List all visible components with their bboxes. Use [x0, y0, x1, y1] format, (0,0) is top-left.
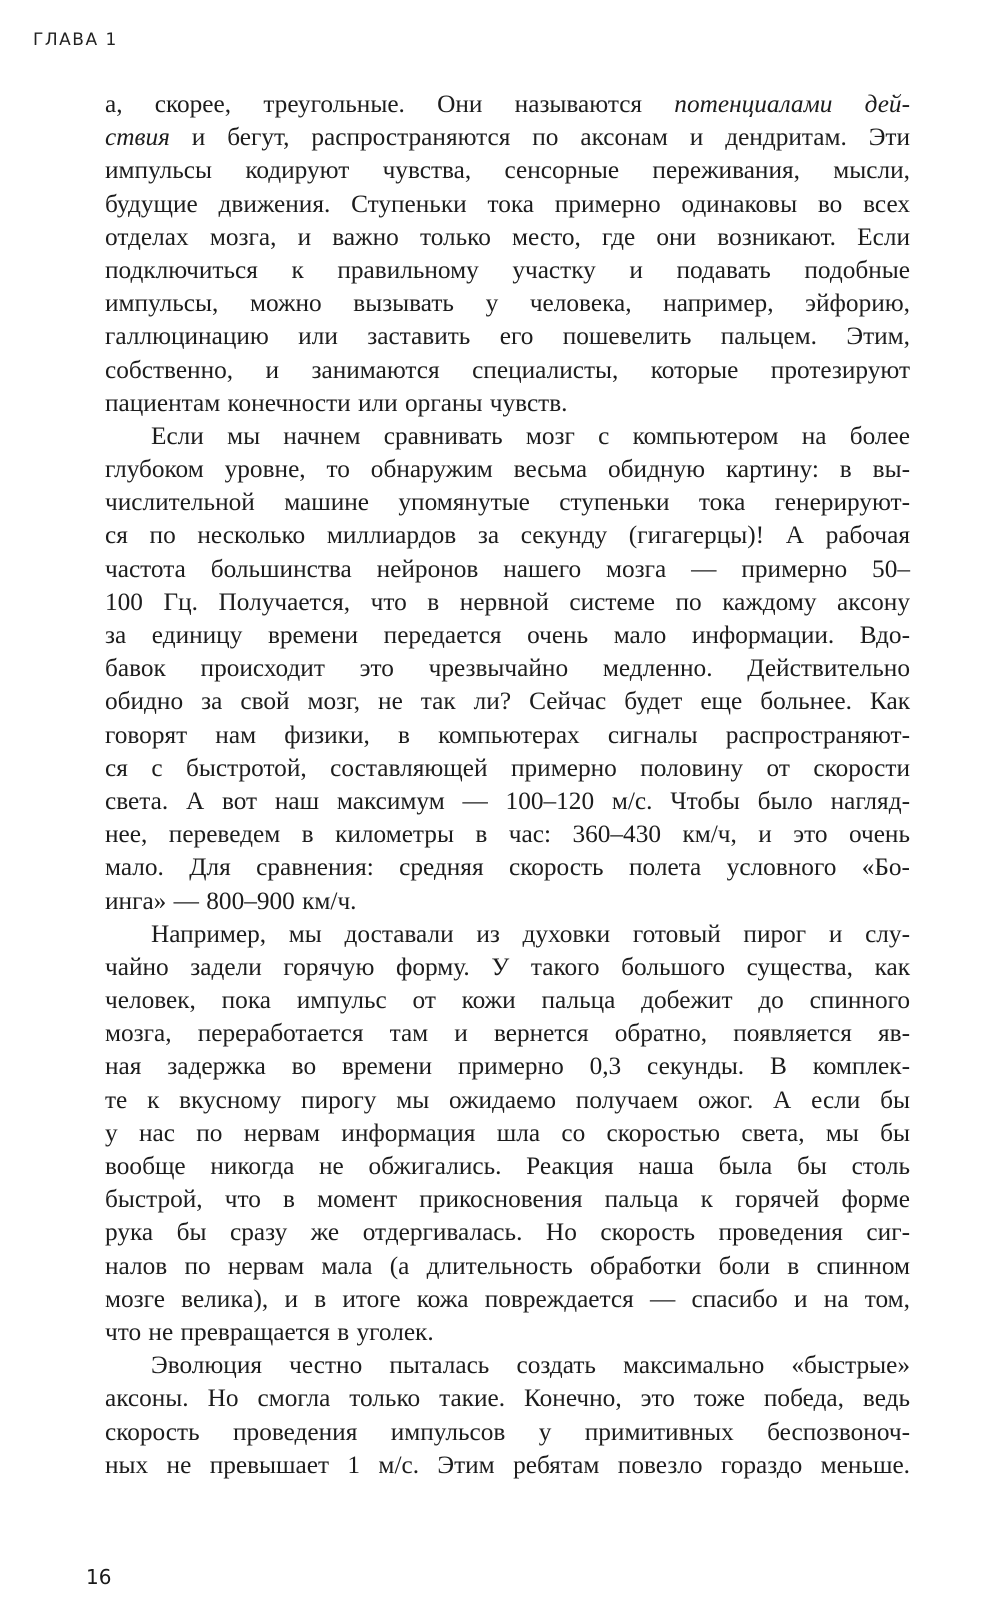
- text-line: света. А вот наш максимум — 100–120 м/с. Чтобы было нагляд-: [105, 786, 910, 815]
- chapter-header: ГЛАВА 1: [33, 30, 118, 50]
- text-line: [105, 88, 910, 121]
- body-text: [105, 88, 910, 1482]
- text-line: рука бы сразу же отдергивалась. Но скорость проведения сиг-: [105, 1218, 910, 1247]
- text-line: те к вкусному пирогу мы ожидаемо получаем ожог. А если бы: [105, 1085, 910, 1114]
- text-line: чайно задели горячую форму. У такого большого существа, как: [105, 952, 910, 981]
- text-line: импульсы, можно вызывать у человека, например, эйфорию,: [105, 289, 910, 318]
- text-line: мозга, переработается там и вернется обратно, появляется яв-: [105, 1019, 910, 1048]
- text-line: будущие движения. Ступеньки тока примерно одинаковы во всех: [105, 189, 910, 218]
- text-run: и бегут, распространяются по аксонам и дендритам. Эти: [169, 123, 910, 152]
- text-line: что не превращается в уголек.: [105, 1317, 434, 1346]
- text-line: подключиться к правильному участку и подавать подобные: [105, 255, 910, 284]
- text-line: за единицу времени передается очень мало информации. Вдо-: [105, 621, 910, 649]
- paragraph-first-line: Например, мы доставали из духовки готовый пирог и слу-: [151, 919, 910, 948]
- text-line: числительной машине упомянутые ступеньки тока генерируют-: [105, 488, 910, 517]
- text-line: нее, переведем в километры в час: 360–430 км/ч, и это очень: [105, 820, 910, 849]
- text-line: ся с быстротой, составляющей примерно половину от скорости: [105, 753, 910, 782]
- paragraph-first-line: Если мы начнем сравнивать мозг с компьютером на более: [151, 421, 910, 450]
- text-line: говорят нам физики, в компьютерах сигналы распространяют-: [105, 720, 910, 749]
- text-line: быстрой, что в момент прикосновения пальца к горячей форме: [105, 1185, 910, 1214]
- text-line: частота большинства нейронов нашего мозга — примерно 50–: [105, 554, 910, 583]
- text-line: ная задержка во времени примерно 0,3 секунды. В комплек-: [105, 1052, 910, 1081]
- text-run: а, скорее, треугольные. Они называются: [105, 90, 675, 118]
- text-line: у нас по нервам информация шла со скоростью света, мы бы: [105, 1118, 910, 1147]
- text-line: мозге велика), и в итоге кожа повреждается — спасибо и на том,: [105, 1284, 910, 1313]
- text-line: ся по несколько миллиардов за секунду (гигагерцы)! А рабочая: [105, 521, 910, 550]
- text-line: галлюцинацию или заставить его пошевелить пальцем. Этим,: [105, 322, 910, 351]
- text-line: человек, пока импульс от кожи пальца добежит до спинного: [105, 986, 910, 1015]
- text-line: собственно, и занимаются специалисты, которые протезируют: [105, 355, 910, 384]
- italic-term: ствия: [105, 123, 170, 152]
- text-line: обидно за свой мозг, не так ли? Сейчас будет еще больнее. Как: [105, 687, 910, 716]
- text-line: инга» — 800–900 км/ч.: [105, 886, 357, 915]
- text-line: аксоны. Но смогла только такие. Конечно, это тоже победа, ведь: [105, 1384, 910, 1413]
- text-line: глубоком уровне, то обнаружим весьма обидную картину: в вы-: [105, 455, 910, 484]
- italic-term: потенциалами дей-: [674, 90, 910, 118]
- text-line: ных не превышает 1 м/с. Этим ребятам повезло гораздо меньше.: [105, 1450, 910, 1479]
- text-line: пациентам конечности или органы чувств.: [105, 388, 568, 417]
- text-line: мало. Для сравнения: средняя скорость полета условного «Бо-: [105, 853, 910, 882]
- text-line: [105, 121, 910, 154]
- text-line: 100 Гц. Получается, что в нервной системе по каждому аксону: [105, 587, 910, 616]
- text-line: налов по нервам мала (а длительность обработки боли в спинном: [105, 1251, 910, 1280]
- page-number: 16: [86, 1565, 112, 1589]
- text-line: отделах мозга, и важно только место, где они возникают. Если: [105, 222, 910, 251]
- text-line: скорость проведения импульсов у примитивных беспозвоноч-: [105, 1417, 910, 1446]
- text-line: бавок происходит это чрезвычайно медленно. Действительно: [105, 654, 910, 683]
- paragraph-first-line: Эволюция честно пыталась создать максимально «быстрые»: [151, 1351, 910, 1380]
- text-line: импульсы кодируют чувства, сенсорные переживания, мысли,: [105, 156, 910, 185]
- text-line: вообще никогда не обжигались. Реакция наша была бы столь: [105, 1152, 910, 1180]
